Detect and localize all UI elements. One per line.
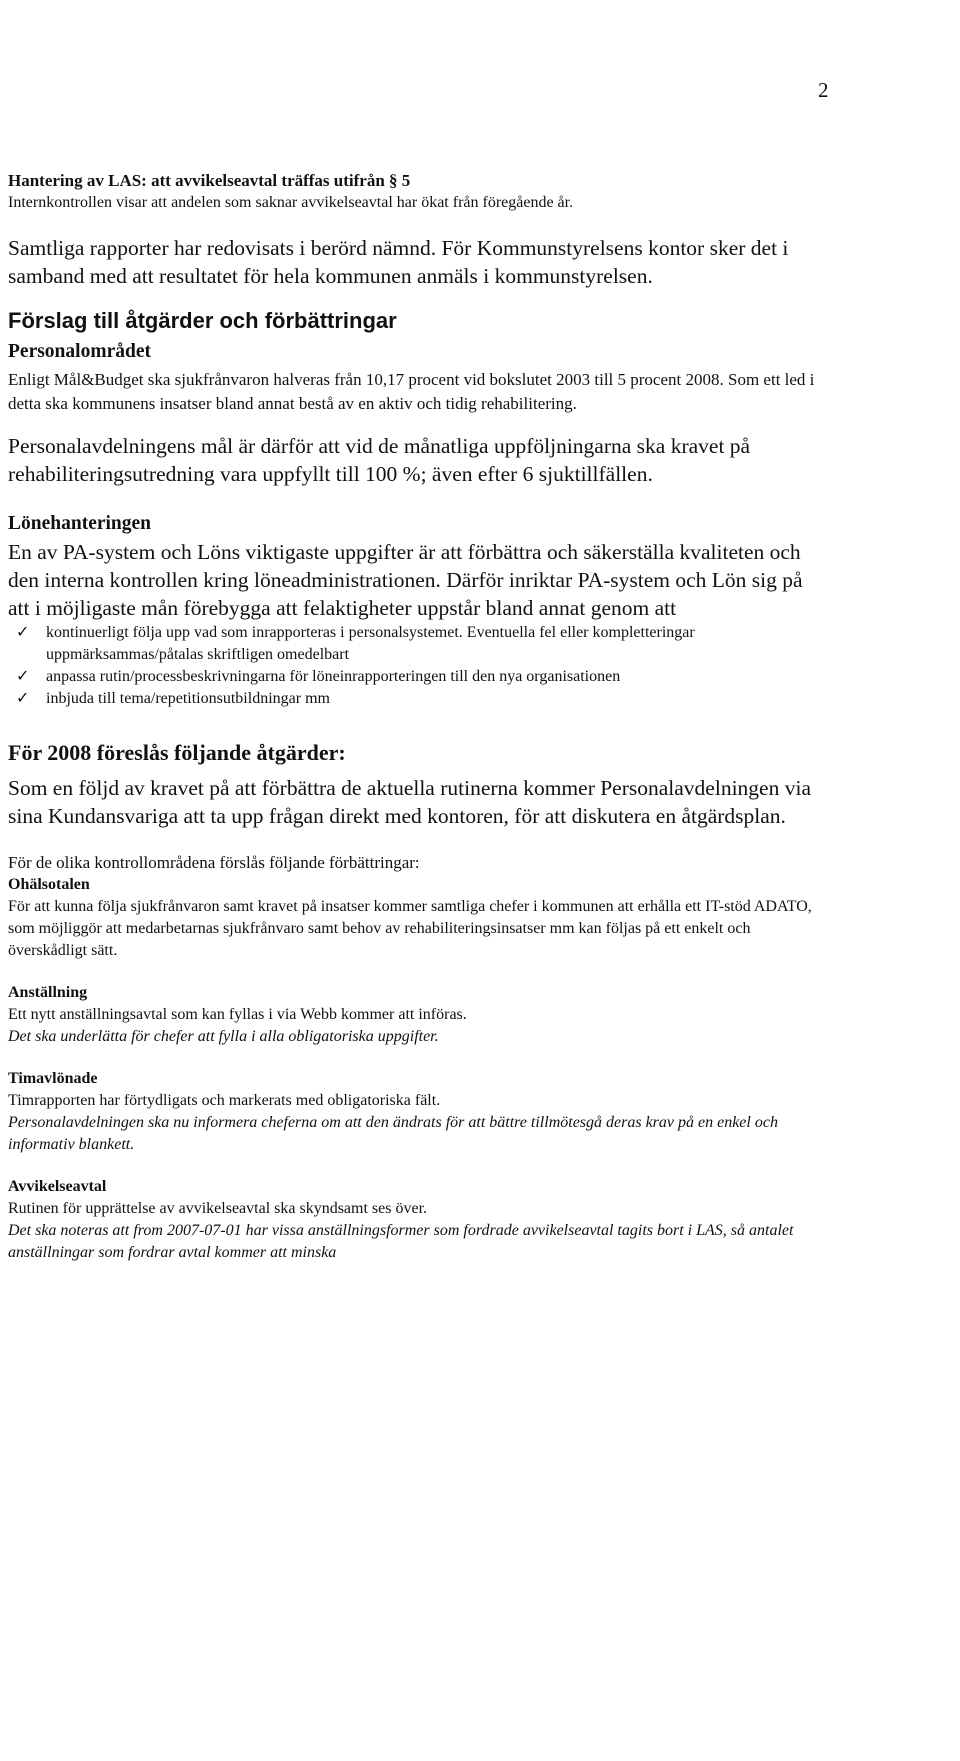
checklist-item	[8, 688, 820, 710]
payroll-heading: Lönehanteringen	[8, 513, 152, 534]
sick-paragraph: För att kunna följa sjukfrånvaron samt kravet på insatser kommer samtliga chefer i kommunen att erhålla ett IT-stöd ADATO, som möjliggör att medarbetarnas sjukfrånvaro samt behov av rehabiliteringsinsatser mm kan följas på ett enkelt och överskådligt sätt.	[8, 898, 812, 959]
hourly-text: Timrapporten har förtydligats och markerats med obligatoriska fält.	[8, 1092, 441, 1109]
measures-heading: För 2008 föreslås följande åtgärder:	[8, 740, 346, 765]
hourly-heading: Timavlönade	[8, 1070, 98, 1087]
check-icon: ✓	[16, 668, 30, 685]
deviation-text: Rutinen för upprättelse av avvikelseavtal ska skyndsamt ses över.	[8, 1200, 428, 1217]
improvements-intro: För de olika kontrollområdena förslås följande förbättringar:	[8, 853, 420, 872]
hr-goal-paragraph: Personalavdelningens mål är därför att vid de månatliga uppföljningarna ska kravet på rehabiliteringsutredning vara uppfyllt till 100 %; även efter 6 sjuktillfällen.	[8, 434, 751, 486]
las-text: Internkontrollen visar att andelen som saknar avvikelseavtal har ökat från föregående år.	[8, 194, 574, 211]
document-content	[8, 170, 820, 1264]
employment-italic: Det ska underlätta för chefer att fylla i alla obligatoriska uppgifter.	[8, 1028, 439, 1045]
las-title: Hantering av LAS: att avvikelseavtal träffas utifrån § 5	[8, 171, 411, 190]
checklist-item	[8, 622, 820, 666]
checklist-item-text: inbjuda till tema/repetitionsutbildningar mm	[46, 690, 330, 707]
checklist-item	[8, 666, 820, 688]
employment-text: Ett nytt anställningsavtal som kan fyllas i via Webb kommer att införas.	[8, 1006, 467, 1023]
check-icon: ✓	[16, 690, 30, 707]
sick-heading: Ohälsotalen	[8, 876, 90, 893]
personnel-heading: Personalområdet	[8, 341, 151, 362]
deviation-heading: Avvikelseavtal	[8, 1178, 107, 1195]
payroll-paragraph: En av PA-system och Löns viktigaste uppgifter är att förbättra och säkerställa kvaliteten och den interna kontrollen kring löneadministrationen. Därför inriktar PA-system och Lön sig på att i möjligaste mån förebygga att felaktigheter uppstår bland annat genom att	[8, 540, 803, 620]
deviation-italic: Det ska noteras att from 2007-07-01 har vissa anställningsformer som fordrade avvikelseavtal tagits bort i LAS, så antalet anställningar som fordrar avtal kommer att minska	[8, 1222, 794, 1261]
checklist-item-text: anpassa rutin/processbeskrivningarna för löneinrapporteringen till den nya organisationen	[46, 668, 621, 685]
proposals-heading: Förslag till åtgärder och förbättringar	[8, 308, 397, 333]
payroll-checklist	[8, 622, 820, 710]
hourly-italic: Personalavdelningen ska nu informera cheferna om att den ändrats för att bättre tillmötesgå deras krav på en enkel och informativ blankett.	[8, 1114, 778, 1153]
reports-paragraph: Samtliga rapporter har redovisats i berörd nämnd. För Kommunstyrelsens kontor sker det i samband med att resultatet för hela kommunen anmäls i kommunstyrelsen.	[8, 236, 789, 288]
check-icon: ✓	[16, 624, 30, 641]
personnel-paragraph: Enligt Mål&Budget ska sjukfrånvaron halveras från 10,17 procent vid bokslutet 2003 till 5 procent 2008. Som ett led i detta ska kommunens insatser bland annat bestå av en aktiv och tidig rehabilitering.	[8, 370, 815, 413]
checklist-item-text: kontinuerligt följa upp vad som inrapporteras i personalsystemet. Eventuella fel eller kompletteringar uppmärksammas/påtalas skriftligen omedelbart	[46, 624, 695, 663]
employment-heading: Anställning	[8, 984, 88, 1001]
measures-paragraph: Som en följd av kravet på att förbättra de aktuella rutinerna kommer Personalavdelningen via sina Kundansvariga att ta upp frågan direkt med kontoren, för att diskutera en åtgärdsplan.	[8, 776, 811, 828]
page-number: 2	[818, 78, 829, 102]
